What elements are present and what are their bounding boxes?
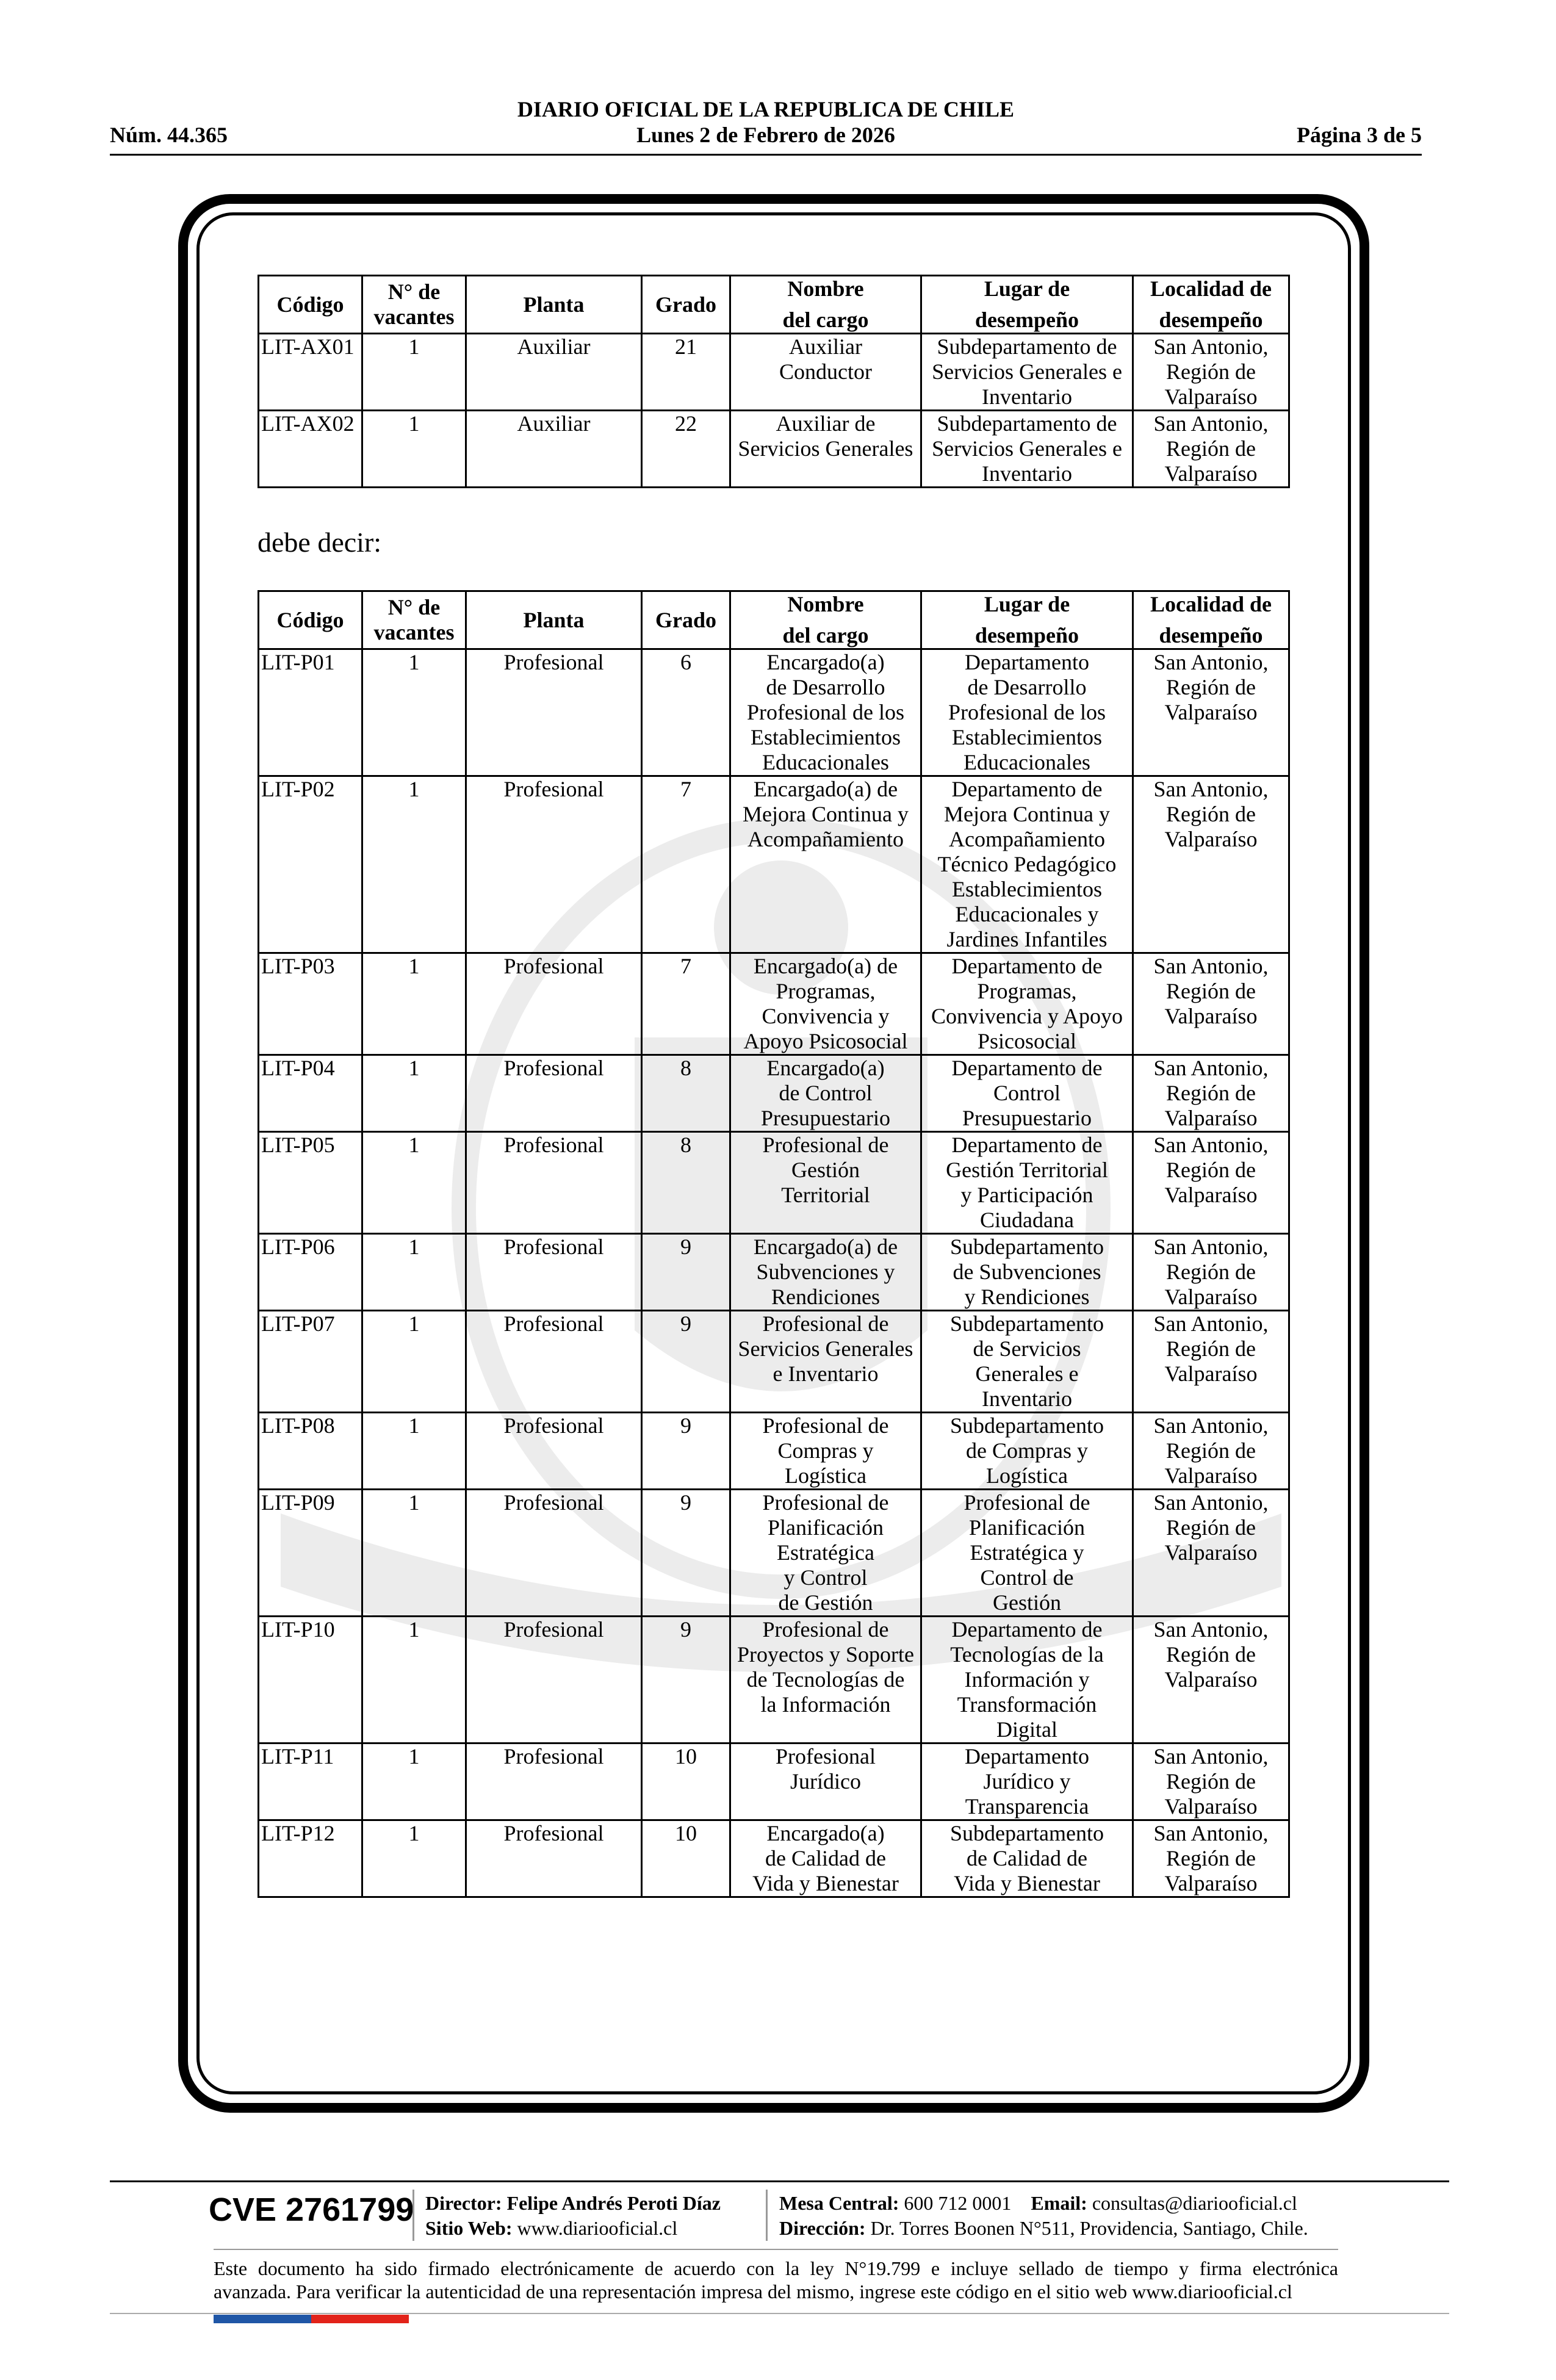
cell-line: Profesional de bbox=[762, 1133, 889, 1157]
col-header-nombre: Nombre del cargo bbox=[730, 591, 921, 649]
cell-line: Territorial bbox=[781, 1183, 870, 1207]
cell-localidad bbox=[1133, 953, 1289, 1055]
table-row bbox=[259, 1234, 1289, 1311]
cell-vacantes: 1 bbox=[362, 334, 466, 411]
cell-line: Técnico Pedagógico bbox=[937, 852, 1117, 876]
cell-line: Valparaíso bbox=[1164, 827, 1258, 851]
cell-line: Departamento de bbox=[951, 1056, 1103, 1080]
cell-line: San Antonio, bbox=[1153, 1617, 1269, 1642]
cell-nombre bbox=[730, 649, 921, 776]
cell-line: la Información bbox=[760, 1692, 891, 1717]
table-row bbox=[259, 953, 1289, 1055]
cell-codigo: LIT-P04 bbox=[259, 1055, 362, 1132]
cell-lugar bbox=[921, 649, 1133, 776]
cell-line: Ciudadana bbox=[980, 1208, 1074, 1232]
cell-line: San Antonio, bbox=[1153, 1744, 1269, 1769]
cell-line: Jurídico bbox=[790, 1769, 861, 1794]
cell-planta: Profesional bbox=[466, 1617, 642, 1744]
cell-line: Inventario bbox=[982, 1387, 1072, 1411]
cell-line: Departamento de bbox=[951, 1617, 1103, 1642]
cell-line: Información y bbox=[964, 1667, 1090, 1692]
cell-localidad bbox=[1133, 1490, 1289, 1617]
cell-line: Región de bbox=[1166, 1260, 1256, 1284]
cell-line: Acompañamiento bbox=[949, 827, 1105, 851]
cell-line: Servicios Generales bbox=[738, 1336, 913, 1361]
cell-line: de Compras y bbox=[966, 1438, 1088, 1463]
cell-line: Valparaíso bbox=[1164, 461, 1258, 486]
cell-line: Convivencia y bbox=[762, 1004, 890, 1028]
cell-vacantes: 1 bbox=[362, 411, 466, 488]
cell-nombre bbox=[730, 1820, 921, 1897]
legal-notice-line1: Este documento ha sido firmado electrónicamente de acuerdo con la ley N°19.799 e incluye sellado de tiempo y firma electrónica bbox=[214, 2257, 1338, 2279]
issue-number: Núm. 44.365 bbox=[110, 123, 228, 147]
cell-line: Inventario bbox=[982, 384, 1072, 409]
cell-codigo: LIT-P06 bbox=[259, 1234, 362, 1311]
cell-grado: 8 bbox=[642, 1132, 730, 1234]
legal-notice-line2: avanzada. Para verificar la autenticidad de una representación impresa del mismo, ingrese este código en el sitio web www.diariooficial.cl bbox=[214, 2281, 1292, 2302]
cell-line: San Antonio, bbox=[1153, 334, 1269, 359]
cell-line: Vida y Bienestar bbox=[752, 1871, 899, 1895]
cell-line: Jardines Infantiles bbox=[946, 927, 1108, 951]
cell-line: Transformación bbox=[957, 1692, 1097, 1717]
cell-line: San Antonio, bbox=[1153, 954, 1269, 978]
cell-vacantes: 1 bbox=[362, 649, 466, 776]
col-header-codigo: Código bbox=[259, 276, 362, 334]
cell-line: Mejora Continua y bbox=[743, 802, 909, 826]
cell-line: San Antonio, bbox=[1153, 777, 1269, 801]
cell-line: Encargado(a) de bbox=[753, 954, 898, 978]
cell-line: Valparaíso bbox=[1164, 1463, 1258, 1488]
cell-vacantes: 1 bbox=[362, 1055, 466, 1132]
cell-grado: 6 bbox=[642, 649, 730, 776]
cell-line: Acompañamiento bbox=[747, 827, 904, 851]
cell-line: Encargado(a) bbox=[766, 1821, 885, 1845]
cell-line: Proyectos y Soporte bbox=[737, 1642, 914, 1667]
footer-separator bbox=[412, 2190, 414, 2241]
cell-planta: Profesional bbox=[466, 1311, 642, 1413]
col-header-planta: Planta bbox=[466, 276, 642, 334]
cell-codigo: LIT-P12 bbox=[259, 1820, 362, 1897]
cell-grado: 7 bbox=[642, 953, 730, 1055]
cell-line: Departamento de bbox=[951, 777, 1103, 801]
cell-line: San Antonio, bbox=[1153, 1413, 1269, 1438]
cell-line: Subdepartamento bbox=[950, 1413, 1104, 1438]
header-rule bbox=[110, 154, 1422, 156]
cell-grado: 10 bbox=[642, 1820, 730, 1897]
cell-line: Compras y bbox=[777, 1438, 874, 1463]
cell-line: Valparaíso bbox=[1164, 384, 1258, 409]
cell-lugar bbox=[921, 1617, 1133, 1744]
cell-line: Planificación bbox=[969, 1515, 1085, 1540]
cell-planta: Profesional bbox=[466, 1234, 642, 1311]
cell-line: Gestión Territorial bbox=[946, 1158, 1108, 1182]
cell-line: y Rendiciones bbox=[964, 1285, 1090, 1309]
cell-line: Encargado(a) bbox=[766, 1056, 885, 1080]
cell-line: Región de bbox=[1166, 1081, 1256, 1105]
cell-line: Región de bbox=[1166, 1158, 1256, 1182]
cell-codigo: LIT-P08 bbox=[259, 1413, 362, 1490]
footer-contact-block: Mesa Central: 600 712 0001 Email: consultas@diariooficial.cl Dirección: Dr. Torres Boonen N°511, Providencia, Santiago, Chile. bbox=[779, 2192, 1308, 2239]
cell-line: Estratégica bbox=[777, 1540, 874, 1565]
cell-vacantes: 1 bbox=[362, 1311, 466, 1413]
cell-nombre bbox=[730, 1311, 921, 1413]
table-row bbox=[259, 1311, 1289, 1413]
cell-line: Subvenciones y bbox=[756, 1260, 895, 1284]
cell-line: Control bbox=[993, 1081, 1061, 1105]
cell-planta: Auxiliar bbox=[466, 334, 642, 411]
cell-line: Profesional de bbox=[963, 1490, 1090, 1515]
cell-grado: 21 bbox=[642, 334, 730, 411]
cell-lugar bbox=[921, 411, 1133, 488]
col-header-lugar: Lugar de desempeño bbox=[921, 276, 1133, 334]
flag-bar-red bbox=[311, 2315, 409, 2323]
cell-line: Educacionales y bbox=[955, 902, 1099, 926]
cell-line: Valparaíso bbox=[1164, 1285, 1258, 1309]
cell-line: Gestión bbox=[993, 1590, 1061, 1615]
cell-line: Planificación bbox=[768, 1515, 884, 1540]
cell-line: Valparaíso bbox=[1164, 1361, 1258, 1386]
cell-line: e Inventario bbox=[773, 1361, 879, 1386]
cell-line: Estratégica y bbox=[970, 1540, 1084, 1565]
cell-codigo: LIT-P03 bbox=[259, 953, 362, 1055]
cell-line: Profesional de los bbox=[948, 700, 1106, 724]
cell-line: Servicios Generales e bbox=[932, 436, 1122, 461]
table-row bbox=[259, 1413, 1289, 1490]
cell-line: Profesional de bbox=[762, 1617, 889, 1642]
footer-divider bbox=[214, 2249, 1338, 2250]
table-row bbox=[259, 649, 1289, 776]
cell-localidad bbox=[1133, 1413, 1289, 1490]
cell-nombre bbox=[730, 1744, 921, 1820]
cell-localidad bbox=[1133, 1234, 1289, 1311]
website-link[interactable]: www.diariooficial.cl bbox=[517, 2217, 678, 2239]
cell-line: de Tecnologías de bbox=[746, 1667, 905, 1692]
cell-codigo: LIT-P09 bbox=[259, 1490, 362, 1617]
table-row bbox=[259, 1055, 1289, 1132]
cell-planta: Profesional bbox=[466, 1132, 642, 1234]
cell-grado: 9 bbox=[642, 1617, 730, 1744]
cell-lugar bbox=[921, 1132, 1133, 1234]
cell-line: Departamento de bbox=[951, 1133, 1103, 1157]
positions-table-corrected bbox=[258, 590, 1290, 1898]
cell-line: y Control bbox=[783, 1565, 868, 1590]
table-row bbox=[259, 1490, 1289, 1617]
cell-line: de Subvenciones bbox=[953, 1260, 1101, 1284]
cell-planta: Profesional bbox=[466, 1744, 642, 1820]
cell-nombre bbox=[730, 776, 921, 953]
cell-nombre bbox=[730, 953, 921, 1055]
cell-grado: 10 bbox=[642, 1744, 730, 1820]
cell-localidad bbox=[1133, 1820, 1289, 1897]
cell-line: Región de bbox=[1166, 359, 1256, 384]
cell-line: Programas, bbox=[977, 979, 1077, 1003]
cell-line: Servicios Generales e bbox=[932, 359, 1122, 384]
cell-localidad bbox=[1133, 776, 1289, 953]
cell-line: Región de bbox=[1166, 1642, 1256, 1667]
cell-line: Rendiciones bbox=[771, 1285, 880, 1309]
cell-codigo: LIT-P11 bbox=[259, 1744, 362, 1820]
cell-line: de Servicios bbox=[973, 1336, 1081, 1361]
cell-line: Logística bbox=[785, 1463, 866, 1488]
cell-codigo: LIT-AX02 bbox=[259, 411, 362, 488]
footer-separator bbox=[766, 2190, 768, 2241]
cell-line: Departamento de bbox=[951, 954, 1103, 978]
cell-line: Profesional de bbox=[762, 1311, 889, 1336]
cell-line: de Gestión bbox=[778, 1590, 873, 1615]
cell-line: Profesional bbox=[776, 1744, 876, 1769]
col-header-localidad: Localidad de desempeño bbox=[1133, 276, 1289, 334]
cell-line: Presupuestario bbox=[761, 1106, 890, 1130]
cell-lugar bbox=[921, 1744, 1133, 1820]
cell-line: Profesional de bbox=[762, 1490, 889, 1515]
cell-planta: Profesional bbox=[466, 1055, 642, 1132]
cell-line: Región de bbox=[1166, 979, 1256, 1003]
cell-line: Generales e bbox=[975, 1361, 1079, 1386]
cell-line: Subdepartamento bbox=[950, 1311, 1104, 1336]
positions-table-original bbox=[258, 275, 1290, 488]
cell-nombre bbox=[730, 1234, 921, 1311]
cell-planta: Profesional bbox=[466, 649, 642, 776]
cell-nombre bbox=[730, 1617, 921, 1744]
cell-line: Subdepartamento de bbox=[937, 411, 1117, 436]
cell-planta: Profesional bbox=[466, 1820, 642, 1897]
cell-line: Valparaíso bbox=[1164, 1183, 1258, 1207]
table-row bbox=[259, 411, 1289, 488]
col-header-localidad: Localidad de desempeño bbox=[1133, 591, 1289, 649]
cell-line: Subdepartamento bbox=[950, 1235, 1104, 1259]
cell-line: San Antonio, bbox=[1153, 650, 1269, 674]
cell-line: San Antonio, bbox=[1153, 1235, 1269, 1259]
cell-vacantes: 1 bbox=[362, 1413, 466, 1490]
cell-line: Región de bbox=[1166, 1769, 1256, 1794]
col-header-vacantes: N° de vacantes bbox=[362, 591, 466, 649]
cell-codigo: LIT-P02 bbox=[259, 776, 362, 953]
cell-line: Jurídico y bbox=[983, 1769, 1071, 1794]
cell-line: Región de bbox=[1166, 675, 1256, 699]
cell-line: Valparaíso bbox=[1164, 700, 1258, 724]
cell-line: Subdepartamento bbox=[950, 1821, 1104, 1845]
cell-line: Educacionales bbox=[762, 750, 889, 774]
cell-vacantes: 1 bbox=[362, 1132, 466, 1234]
email-link[interactable]: consultas@diariooficial.cl bbox=[1092, 2192, 1297, 2214]
cell-localidad bbox=[1133, 411, 1289, 488]
cell-nombre bbox=[730, 1055, 921, 1132]
cell-localidad bbox=[1133, 1744, 1289, 1820]
cell-line: de Control bbox=[779, 1081, 873, 1105]
cell-codigo: LIT-P07 bbox=[259, 1311, 362, 1413]
cell-line: Región de bbox=[1166, 802, 1256, 826]
cell-vacantes: 1 bbox=[362, 953, 466, 1055]
table-row bbox=[259, 334, 1289, 411]
cve-code: CVE 2761799 bbox=[209, 2191, 414, 2228]
cell-line: Valparaíso bbox=[1164, 1540, 1258, 1565]
cell-line: Región de bbox=[1166, 1846, 1256, 1870]
cell-line: Transparencia bbox=[965, 1794, 1089, 1819]
cell-lugar bbox=[921, 1820, 1133, 1897]
cell-grado: 8 bbox=[642, 1055, 730, 1132]
debe-decir-label: debe decir: bbox=[258, 527, 382, 558]
cell-lugar bbox=[921, 1490, 1133, 1617]
cell-vacantes: 1 bbox=[362, 1234, 466, 1311]
cell-line: Valparaíso bbox=[1164, 1106, 1258, 1130]
cell-codigo: LIT-P01 bbox=[259, 649, 362, 776]
table-header-row bbox=[259, 591, 1289, 649]
cell-line: Gestión bbox=[791, 1158, 860, 1182]
col-header-grado: Grado bbox=[642, 276, 730, 334]
cell-line: de Calidad de bbox=[967, 1846, 1087, 1870]
cell-line: Valparaíso bbox=[1164, 1871, 1258, 1895]
cell-line: Vida y Bienestar bbox=[954, 1871, 1100, 1895]
col-header-vacantes: N° de vacantes bbox=[362, 276, 466, 334]
cell-localidad bbox=[1133, 1617, 1289, 1744]
footer-rule bbox=[110, 2180, 1449, 2182]
cell-line: Valparaíso bbox=[1164, 1004, 1258, 1028]
col-header-planta: Planta bbox=[466, 591, 642, 649]
cell-localidad bbox=[1133, 649, 1289, 776]
cell-line: de Desarrollo bbox=[967, 675, 1087, 699]
cell-line: Establecimientos bbox=[952, 877, 1102, 901]
table-row bbox=[259, 1132, 1289, 1234]
cell-line: Programas, bbox=[776, 979, 876, 1003]
publication-date: Lunes 2 de Febrero de 2026 bbox=[636, 123, 895, 147]
footer-bottom-rule bbox=[110, 2313, 1449, 2314]
footer-director-block: Director: Felipe Andrés Peroti Díaz Sitio Web: www.diariooficial.cl bbox=[425, 2192, 721, 2239]
col-header-grado: Grado bbox=[642, 591, 730, 649]
cell-grado: 9 bbox=[642, 1413, 730, 1490]
cell-codigo: LIT-P10 bbox=[259, 1617, 362, 1744]
col-header-nombre: Nombre del cargo bbox=[730, 276, 921, 334]
cell-grado: 9 bbox=[642, 1311, 730, 1413]
page-header bbox=[110, 92, 1422, 159]
cell-line: San Antonio, bbox=[1153, 1821, 1269, 1845]
cell-nombre bbox=[730, 334, 921, 411]
cell-lugar bbox=[921, 1234, 1133, 1311]
cell-line: Control de bbox=[980, 1565, 1074, 1590]
page-number: Página 3 de 5 bbox=[1296, 123, 1422, 147]
cell-line: Encargado(a) de bbox=[753, 777, 898, 801]
cell-line: Establecimientos bbox=[952, 725, 1102, 749]
cell-line: Departamento bbox=[965, 650, 1089, 674]
cell-line: Región de bbox=[1166, 1336, 1256, 1361]
cell-lugar bbox=[921, 776, 1133, 953]
cell-line: Conductor bbox=[779, 359, 872, 384]
cell-codigo: LIT-AX01 bbox=[259, 334, 362, 411]
col-header-codigo: Código bbox=[259, 591, 362, 649]
cell-line: Servicios Generales bbox=[738, 436, 913, 461]
cell-line: San Antonio, bbox=[1153, 1311, 1269, 1336]
table-row bbox=[259, 1617, 1289, 1744]
cell-vacantes: 1 bbox=[362, 1744, 466, 1820]
cell-line: Subdepartamento de bbox=[937, 334, 1117, 359]
cell-localidad bbox=[1133, 1055, 1289, 1132]
table-row bbox=[259, 1820, 1289, 1897]
cell-line: San Antonio, bbox=[1153, 1133, 1269, 1157]
cell-nombre bbox=[730, 1413, 921, 1490]
cell-planta: Profesional bbox=[466, 1490, 642, 1617]
cell-vacantes: 1 bbox=[362, 1490, 466, 1617]
cell-line: Convivencia y Apoyo bbox=[931, 1004, 1123, 1028]
cell-grado: 7 bbox=[642, 776, 730, 953]
cell-localidad bbox=[1133, 334, 1289, 411]
flag-bar-blue bbox=[214, 2315, 311, 2323]
cell-lugar bbox=[921, 1055, 1133, 1132]
col-header-lugar: Lugar de desempeño bbox=[921, 591, 1133, 649]
cell-line: Región de bbox=[1166, 1438, 1256, 1463]
cell-planta: Profesional bbox=[466, 953, 642, 1055]
cell-line: Departamento bbox=[965, 1744, 1089, 1769]
cell-codigo: LIT-P05 bbox=[259, 1132, 362, 1234]
cell-grado: 9 bbox=[642, 1490, 730, 1617]
cell-line: Inventario bbox=[982, 461, 1072, 486]
cell-line: de Calidad de bbox=[765, 1846, 886, 1870]
cell-line: Encargado(a) bbox=[766, 650, 885, 674]
cell-line: Valparaíso bbox=[1164, 1667, 1258, 1692]
cell-localidad bbox=[1133, 1132, 1289, 1234]
cell-line: Presupuestario bbox=[962, 1106, 1092, 1130]
cell-planta: Profesional bbox=[466, 776, 642, 953]
publication-title: DIARIO OFICIAL DE LA REPUBLICA DE CHILE bbox=[517, 97, 1015, 121]
cell-line: Digital bbox=[996, 1717, 1057, 1742]
cell-line: San Antonio, bbox=[1153, 1056, 1269, 1080]
cell-line: Región de bbox=[1166, 1515, 1256, 1540]
cell-line: de Desarrollo bbox=[766, 675, 885, 699]
cell-lugar bbox=[921, 1311, 1133, 1413]
cell-line: San Antonio, bbox=[1153, 1490, 1269, 1515]
cell-lugar bbox=[921, 953, 1133, 1055]
cell-lugar bbox=[921, 334, 1133, 411]
cell-lugar bbox=[921, 1413, 1133, 1490]
cell-vacantes: 1 bbox=[362, 776, 466, 953]
cell-line: Educacionales bbox=[963, 750, 1090, 774]
cell-localidad bbox=[1133, 1311, 1289, 1413]
table-header-row bbox=[259, 276, 1289, 334]
cell-vacantes: 1 bbox=[362, 1617, 466, 1744]
cell-line: Auxiliar bbox=[789, 334, 862, 359]
cell-line: San Antonio, bbox=[1153, 411, 1269, 436]
cell-line: Tecnologías de la bbox=[950, 1642, 1104, 1667]
cell-line: Mejora Continua y bbox=[944, 802, 1110, 826]
cell-line: Profesional de los bbox=[747, 700, 904, 724]
cell-line: Psicosocial bbox=[978, 1029, 1076, 1053]
cell-line: Región de bbox=[1166, 436, 1256, 461]
cell-grado: 9 bbox=[642, 1234, 730, 1311]
cell-line: Establecimientos bbox=[751, 725, 901, 749]
cell-line: Auxiliar de bbox=[776, 411, 876, 436]
cell-line: Encargado(a) de bbox=[753, 1235, 898, 1259]
cell-planta: Profesional bbox=[466, 1413, 642, 1490]
cell-line: Valparaíso bbox=[1164, 1794, 1258, 1819]
cell-line: Logística bbox=[986, 1463, 1068, 1488]
cell-line: Profesional de bbox=[762, 1413, 889, 1438]
table-row bbox=[259, 776, 1289, 953]
table-row bbox=[259, 1744, 1289, 1820]
cell-nombre bbox=[730, 411, 921, 488]
cell-line: Apoyo Psicosocial bbox=[743, 1029, 908, 1053]
cell-nombre bbox=[730, 1490, 921, 1617]
cell-vacantes: 1 bbox=[362, 1820, 466, 1897]
cell-line: y Participación bbox=[960, 1183, 1093, 1207]
cell-planta: Auxiliar bbox=[466, 411, 642, 488]
cell-nombre bbox=[730, 1132, 921, 1234]
cell-grado: 22 bbox=[642, 411, 730, 488]
